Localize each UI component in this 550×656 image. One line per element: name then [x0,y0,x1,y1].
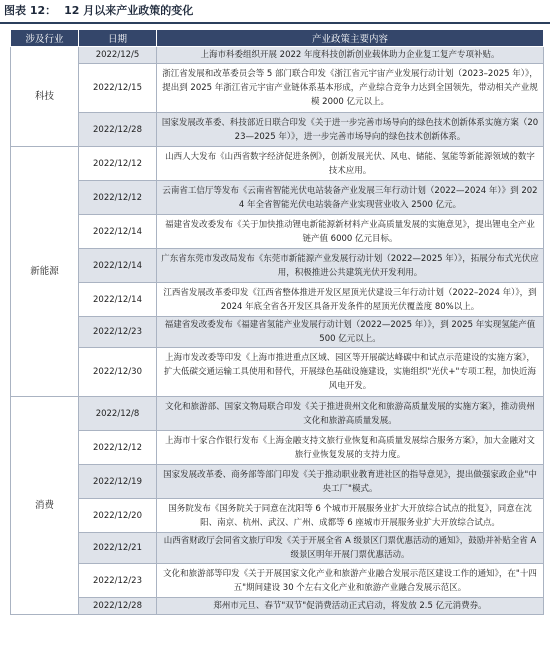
content-cell: 上海市十家合作银行发布《上海金融支持文旅行业恢复和高质量发展综合服务方案》，加大金融对文旅行业恢复发展的支持力度。 [157,431,544,465]
content-cell: 上海市发改委等印发《上海市推进重点区域、园区等开展碳达峰碳中和试点示范建设的实施方案》，扩大低碳交通运输工具使用和替代，开展绿色基础设施建设，实施组织"光伏+"专项工程，加快近海风电开发。 [157,348,544,397]
sector-cell: 消费 [11,397,79,615]
date-cell: 2022/12/21 [79,533,157,564]
content-cell: 山西人大发布《山西省数字经济促进条例》，创新发展光伏、风电、储能、氢能等新能源领域的数字技术应用。 [157,147,544,181]
table-row [11,283,544,317]
figure-title [4,2,193,20]
table-row [11,397,544,431]
date-cell: 2022/12/19 [79,465,157,499]
date-cell: 2022/12/8 [79,397,157,431]
date-cell: 2022/12/30 [79,348,157,397]
title-rule [0,22,550,24]
figure-title-text: 12 月以来产业政策的变化 [64,4,194,17]
content-cell: 郑州市元旦、春节"双节"促消费活动正式启动，将发放 2.5 亿元消费券。 [157,598,544,615]
figure-label: 图表 12： [4,4,57,17]
table-row [11,113,544,147]
table-row [11,147,544,181]
table-header-row [11,30,544,47]
date-cell: 2022/12/14 [79,249,157,283]
content-cell: 文化和旅游部等印发《关于开展国家文化产业和旅游产业融合发展示范区建设工作的通知》，在"十四五"期间建设 30 个左右文化产业和旅游产业融合发展示范区。 [157,564,544,598]
table-row [11,47,544,64]
table-row [11,317,544,348]
content-cell: 浙江省发展和改革委员会等 5 部门联合印发《浙江省元宇宙产业发展行动计划（2023–2025 年）》，提出到 2025 年浙江省元宇宙产业链体系基本形成，产业综合竞争力达到全国领先，带动相关产业规模 2000 亿元以上。 [157,64,544,113]
sector-cell: 科技 [11,47,79,147]
date-cell: 2022/12/23 [79,317,157,348]
content-cell: 文化和旅游部、国家文物局联合印发《关于推进贵州文化和旅游高质量发展的实施方案》，推动贵州文化和旅游高质量发展。 [157,397,544,431]
content-cell: 国家发展改革委、科技部近日联合印发《关于进一步完善市场导向的绿色技术创新体系实施方案（2023—2025 年）》，进一步完善市场导向的绿色技术创新体系。 [157,113,544,147]
date-cell: 2022/12/15 [79,64,157,113]
content-cell: 广东省东莞市发改局发布《东莞市新能源产业发展行动计划（2022—2025 年）》，拓展分布式光伏应用，积极推进公共建筑光伏开发利用。 [157,249,544,283]
content-cell: 国家发展改革委、商务部等部门印发《关于推动职业教育进社区的指导意见》，提出做强家政企业"中央工厂"模式。 [157,465,544,499]
table-row [11,499,544,533]
content-cell: 云南省工信厅等发布《云南省智能光伏电站装备产业发展三年行动计划（2022—2024 年）》到 2024 年全省智能光伏电站装备产业实现营业收入 2500 亿元。 [157,181,544,215]
header-sector: 涉及行业 [11,30,79,47]
table-row [11,249,544,283]
table-row [11,64,544,113]
header-content: 产业政策主要内容 [157,30,544,47]
header-date: 日期 [79,30,157,47]
content-cell: 福建省发改委发布《福建省氢能产业发展行动计划（2022—2025 年）》，到 2025 年实现氢能产值 500 亿元以上。 [157,317,544,348]
date-cell: 2022/12/12 [79,431,157,465]
content-cell: 江西省发展改革委印发《江西省整体推进开发区屋顶光伏建设三年行动计划（2022–2024 年）》，到 2024 年底全省各开发区具备开发条件的屋顶光伏覆盖度 80%以上。 [157,283,544,317]
table-row [11,533,544,564]
table-row [11,564,544,598]
date-cell: 2022/12/28 [79,598,157,615]
policy-table [10,29,544,615]
date-cell: 2022/12/20 [79,499,157,533]
content-cell: 山西省财政厅会同省文旅厅印发《关于开展全省 A 级景区门票优惠活动的通知》，鼓励并补贴全省 A 级景区明年开展门票优惠活动。 [157,533,544,564]
table-row [11,348,544,397]
content-cell: 国务院发布《国务院关于同意在沈阳等 6 个城市开展服务业扩大开放综合试点的批复》，同意在沈阳、南京、杭州、武汉、广州、成都等 6 座城市开展服务业扩大开放综合试点。 [157,499,544,533]
table-body [11,47,544,615]
date-cell: 2022/12/28 [79,113,157,147]
date-cell: 2022/12/14 [79,283,157,317]
sector-cell: 新能源 [11,147,79,397]
date-cell: 2022/12/12 [79,181,157,215]
date-cell: 2022/12/23 [79,564,157,598]
table-row [11,465,544,499]
table-row [11,181,544,215]
table-row [11,215,544,249]
date-cell: 2022/12/14 [79,215,157,249]
content-cell: 福建省发改委发布《关于加快推动锂电新能源新材料产业高质量发展的实施意见》，提出锂电全产业链产值 6000 亿元目标。 [157,215,544,249]
content-cell: 上海市科委组织开展 2022 年度科技创新创业载体助力企业复工复产专项补贴。 [157,47,544,64]
date-cell: 2022/12/5 [79,47,157,64]
table-row [11,431,544,465]
table-row [11,598,544,615]
date-cell: 2022/12/12 [79,147,157,181]
